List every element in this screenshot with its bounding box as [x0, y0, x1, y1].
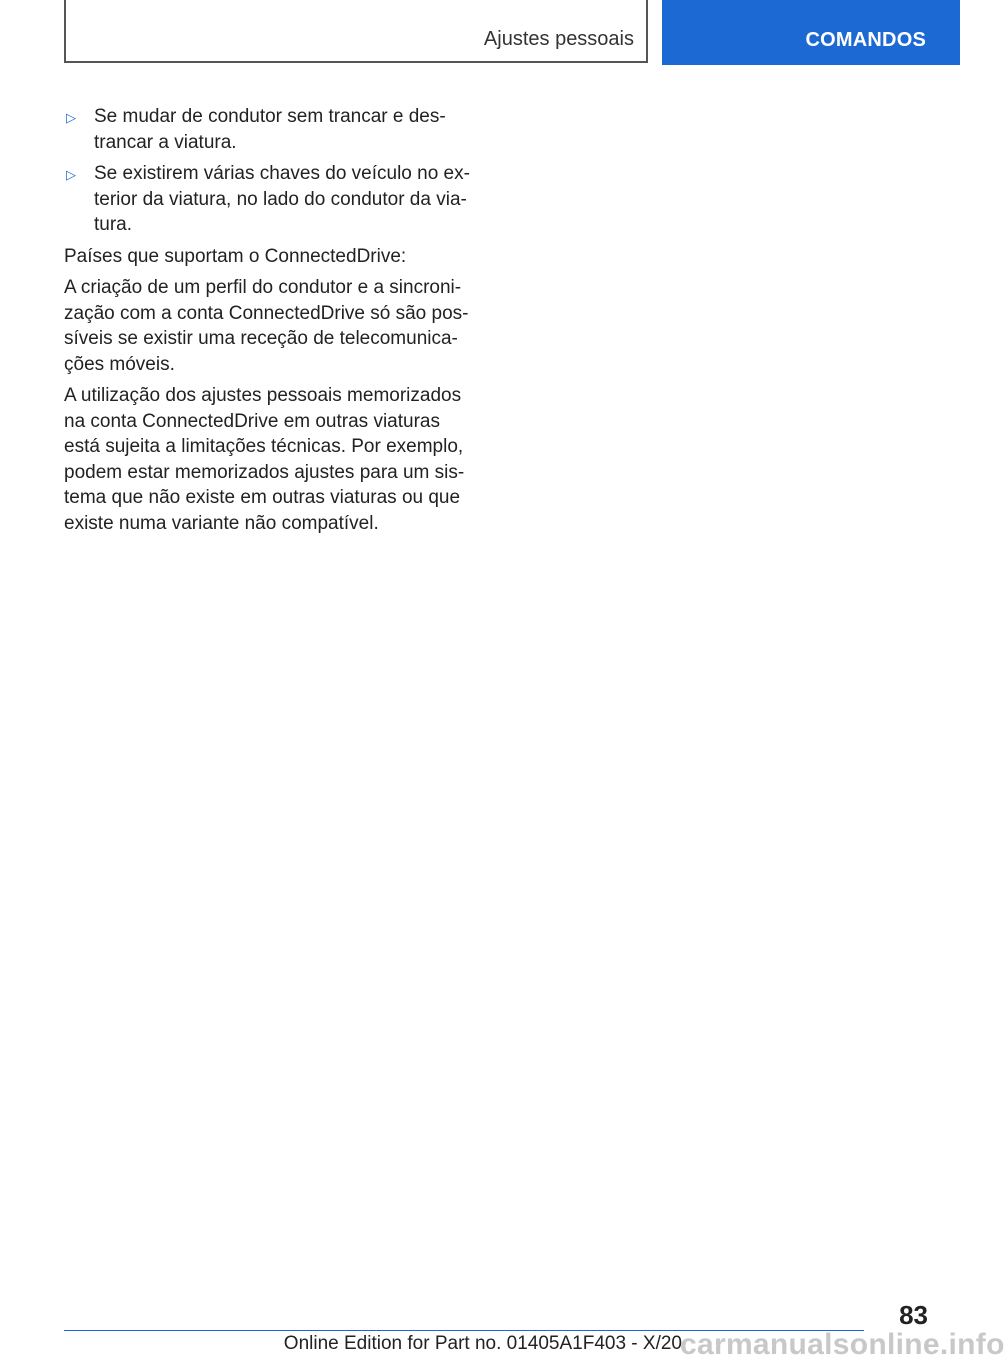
paragraph-line: síveis se existir uma receção de telecomunica- [64, 328, 458, 349]
paragraph-line: está sujeita a limitações técnicas. Por exemplo, [64, 436, 464, 457]
list-item-line: Se mudar de condutor sem trancar e des- [94, 106, 446, 127]
paragraph [64, 275, 469, 377]
list-item [64, 161, 470, 238]
triangle-bullet-icon: ▷ [66, 110, 76, 125]
section-tab [662, 0, 960, 65]
list-item-line: Se existirem várias chaves do veículo no ex- [94, 163, 470, 184]
running-header-title: Ajustes pessoais [483, 28, 634, 50]
paragraph-line: existe numa variante não compatível. [64, 512, 379, 534]
body-text [64, 104, 470, 542]
paragraph-line: na conta ConnectedDrive em outras viaturas [64, 410, 440, 432]
footer-edition: Online Edition for Part no. 01405A1F403 - X/20 [283, 1333, 682, 1354]
watermark: carmanualsonline.info [680, 1328, 1005, 1361]
paragraph [64, 383, 464, 536]
header-frame [64, 0, 648, 63]
paragraph-line: ções móveis. [64, 353, 175, 375]
paragraph-line: A utilização dos ajustes pessoais memorizados [64, 385, 462, 406]
list-item-line: tura. [94, 214, 133, 235]
paragraph [64, 244, 464, 270]
section-tab-label: COMANDOS [805, 29, 926, 51]
page-number: 83 [899, 1300, 928, 1330]
paragraph-line: tema que não existe em outras viaturas ou que [64, 487, 461, 508]
paragraph-line: Países que suportam o ConnectedDrive: [64, 245, 407, 267]
paragraph-line: A criação de um perfil do condutor e a sincroni- [64, 277, 462, 298]
paragraph-line: podem estar memorizados ajustes para um sis- [64, 461, 465, 483]
list-item-line: terior da viatura, no lado do condutor da via- [94, 188, 467, 210]
list-item-line: trancar a viatura. [94, 131, 237, 153]
paragraph-line: zação com a conta ConnectedDrive só são pos- [64, 302, 469, 324]
triangle-bullet-icon: ▷ [66, 167, 76, 182]
list-item [64, 104, 464, 155]
